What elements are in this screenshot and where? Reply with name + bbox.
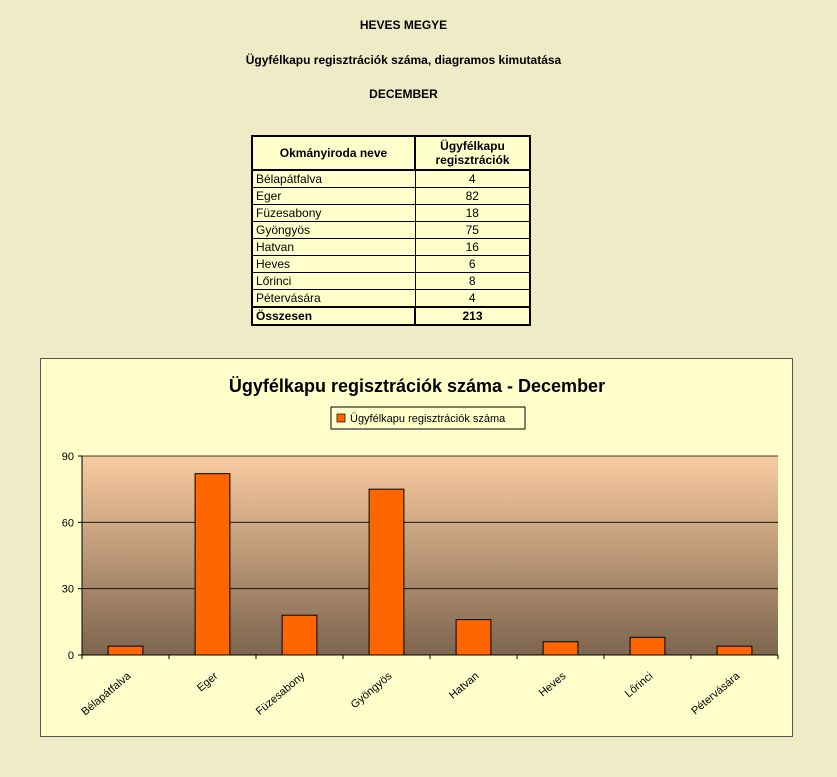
- chart-legend: [331, 407, 525, 429]
- chart-area: [40, 358, 793, 737]
- bar: [108, 646, 143, 655]
- bar: [282, 615, 317, 655]
- table-cell-name: Pétervására: [252, 290, 415, 308]
- table-row: [252, 222, 530, 239]
- bar: [456, 620, 491, 655]
- table-row: [252, 188, 530, 205]
- table-cell-value: 4: [415, 170, 530, 188]
- y-tick-label: 60: [61, 517, 74, 530]
- table-cell-value: 16: [415, 239, 530, 256]
- table-row: [252, 205, 530, 222]
- page-month: DECEMBER: [369, 87, 438, 101]
- table-cell-name: Heves: [252, 256, 415, 273]
- legend-label: Ügyfélkapu regisztrációk száma: [350, 413, 506, 425]
- bar: [369, 489, 404, 655]
- table-cell-value: 82: [415, 188, 530, 205]
- table-cell-name: Hatvan: [252, 239, 415, 256]
- table-cell-name: Lőrinci: [252, 273, 415, 290]
- page-subtitle: Ügyfélkapu regisztrációk száma, diagramos kimutatása: [245, 53, 562, 67]
- table-cell-name: Eger: [252, 188, 415, 205]
- y-tick-label: 90: [61, 451, 74, 463]
- page-title: HEVES MEGYE: [359, 18, 448, 32]
- table-cell-name: Füzesabony: [252, 205, 415, 222]
- x-tick-label: Heves: [536, 670, 569, 700]
- table-cell-value: 4: [415, 290, 530, 308]
- table-total-value: 213: [415, 307, 530, 325]
- table-row: [252, 256, 530, 273]
- table-header-office: Okmányiroda neve: [252, 136, 415, 170]
- bar-chart: [41, 359, 792, 736]
- x-tick-label: Eger: [194, 670, 221, 695]
- table-cell-name: Gyöngyös: [252, 222, 415, 239]
- table-header-registrations-line1: Ügyfélkapu: [440, 139, 505, 153]
- x-tick-label: Pétervására: [689, 670, 743, 718]
- table-row: [252, 273, 530, 290]
- table-total-label: Összesen: [252, 307, 415, 325]
- x-tick-label: Füzesabony: [253, 670, 308, 718]
- bar: [543, 642, 578, 655]
- chart-title: Ügyfélkapu regisztrációk száma - December: [228, 376, 606, 396]
- legend-swatch: [337, 414, 345, 422]
- table-total-row: [252, 307, 530, 325]
- data-table: [251, 135, 531, 326]
- table-row: [252, 170, 530, 188]
- table-cell-name: Bélapátfalva: [252, 170, 415, 188]
- bar: [717, 646, 752, 655]
- table-header-registrations-line2: regisztrációk: [435, 153, 510, 167]
- plot-area: [82, 456, 778, 655]
- table-row: [252, 290, 530, 308]
- table-header-row: [252, 136, 530, 170]
- bar: [630, 637, 665, 655]
- y-tick-label: 0: [67, 650, 74, 662]
- bar: [195, 474, 230, 655]
- x-tick-label: Bélapátfalva: [79, 670, 134, 719]
- table-row: [252, 239, 530, 256]
- x-tick-label: Gyöngyös: [348, 670, 395, 712]
- table-cell-value: 8: [415, 273, 530, 290]
- table-cell-value: 6: [415, 256, 530, 273]
- x-tick-label: Hatvan: [447, 670, 482, 702]
- table-cell-value: 18: [415, 205, 530, 222]
- table-header-registrations: [415, 136, 530, 170]
- table-cell-value: 75: [415, 222, 530, 239]
- x-tick-label: Lőrinci: [622, 670, 656, 701]
- y-tick-label: 30: [61, 583, 74, 596]
